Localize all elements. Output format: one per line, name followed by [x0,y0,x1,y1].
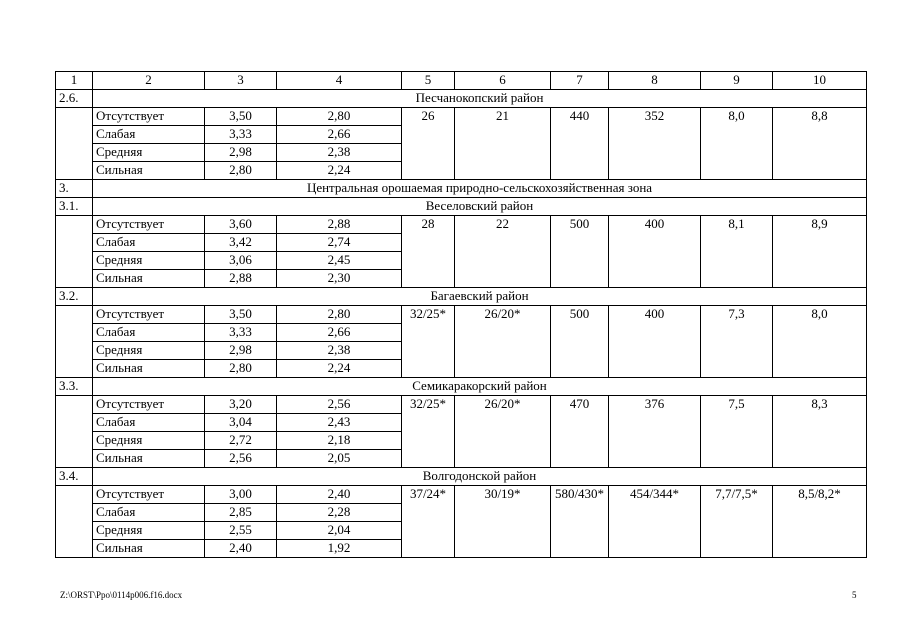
header-row [56,72,867,90]
header-cell: 4 [277,72,402,90]
value-cell-col3: 2,98 [205,144,277,162]
value-cell-col7: 440 [551,108,609,180]
empty-number-cell [56,252,93,270]
value-cell-col4: 2,80 [277,108,402,126]
degree-cell: Средняя [93,432,205,450]
value-cell-col7: 500 [551,216,609,288]
empty-number-cell [56,108,93,126]
value-cell-col3: 3,04 [205,414,277,432]
empty-number-cell [56,324,93,342]
table-row [56,108,867,126]
empty-number-cell [56,306,93,324]
district-header-row [56,198,867,216]
empty-number-cell [56,216,93,234]
district-header-row [56,90,867,108]
value-cell-col3: 3,33 [205,324,277,342]
empty-number-cell [56,486,93,504]
degree-cell: Отсутствует [93,486,205,504]
value-cell-col3: 3,33 [205,126,277,144]
value-cell-col10: 8,5/8,2* [773,486,867,558]
header-cell: 9 [701,72,773,90]
value-cell-col4: 2,38 [277,342,402,360]
value-cell-col10: 8,3 [773,396,867,468]
value-cell-col3: 2,55 [205,522,277,540]
district-title-cell: Песчанокопский район [93,90,867,108]
degree-cell: Отсутствует [93,216,205,234]
value-cell-col10: 8,0 [773,306,867,378]
value-cell-col4: 2,38 [277,144,402,162]
header-cell: 2 [93,72,205,90]
value-cell-col9: 7,7/7,5* [701,486,773,558]
empty-number-cell [56,234,93,252]
empty-number-cell [56,522,93,540]
degree-cell: Слабая [93,234,205,252]
value-cell-col3: 2,85 [205,504,277,522]
value-cell-col4: 2,66 [277,126,402,144]
empty-number-cell [56,144,93,162]
value-cell-col9: 8,1 [701,216,773,288]
degree-cell: Сильная [93,162,205,180]
district-title-cell: Волгодонской район [93,468,867,486]
degree-cell: Сильная [93,540,205,558]
section-number-cell: 3.2. [56,288,93,306]
value-cell-col6: 26/20* [455,396,551,468]
value-cell-col7: 580/430* [551,486,609,558]
degree-cell: Сильная [93,450,205,468]
value-cell-col6: 26/20* [455,306,551,378]
value-cell-col4: 2,43 [277,414,402,432]
value-cell-col8: 400 [609,306,701,378]
degree-cell: Средняя [93,522,205,540]
footer-file-path: Z:\ORST\Ppo\0114p006.f16.docx [60,590,183,600]
empty-number-cell [56,162,93,180]
data-table [55,71,867,558]
header-cell: 7 [551,72,609,90]
header-cell: 10 [773,72,867,90]
value-cell-col3: 2,88 [205,270,277,288]
degree-cell: Слабая [93,414,205,432]
value-cell-col9: 8,0 [701,108,773,180]
value-cell-col5: 37/24* [402,486,455,558]
table-row [56,216,867,234]
value-cell-col3: 2,40 [205,540,277,558]
empty-number-cell [56,342,93,360]
degree-cell: Сильная [93,270,205,288]
value-cell-col4: 2,74 [277,234,402,252]
empty-number-cell [56,504,93,522]
value-cell-col4: 2,18 [277,432,402,450]
value-cell-col7: 470 [551,396,609,468]
value-cell-col3: 3,00 [205,486,277,504]
value-cell-col3: 3,20 [205,396,277,414]
value-cell-col4: 2,28 [277,504,402,522]
value-cell-col4: 2,24 [277,162,402,180]
zone-title-cell: Центральная орошаемая природно-сельскохозяйственная зона [93,180,867,198]
value-cell-col9: 7,5 [701,396,773,468]
value-cell-col5: 32/25* [402,396,455,468]
value-cell-col3: 2,72 [205,432,277,450]
header-cell: 5 [402,72,455,90]
value-cell-col3: 3,06 [205,252,277,270]
value-cell-col8: 376 [609,396,701,468]
empty-number-cell [56,360,93,378]
district-title-cell: Багаевский район [93,288,867,306]
district-header-row [56,378,867,396]
section-number-cell: 3. [56,180,93,198]
value-cell-col4: 2,56 [277,396,402,414]
header-cell: 8 [609,72,701,90]
section-number-cell: 3.4. [56,468,93,486]
empty-number-cell [56,414,93,432]
value-cell-col6: 22 [455,216,551,288]
value-cell-col3: 2,80 [205,162,277,180]
header-cell: 6 [455,72,551,90]
value-cell-col5: 28 [402,216,455,288]
degree-cell: Средняя [93,252,205,270]
table-body [56,72,867,558]
value-cell-col4: 2,05 [277,450,402,468]
empty-number-cell [56,396,93,414]
value-cell-col3: 2,56 [205,450,277,468]
value-cell-col9: 7,3 [701,306,773,378]
section-number-cell: 3.1. [56,198,93,216]
value-cell-col3: 3,50 [205,108,277,126]
value-cell-col4: 2,30 [277,270,402,288]
table-row [56,486,867,504]
district-title-cell: Семикаракорский район [93,378,867,396]
value-cell-col4: 2,45 [277,252,402,270]
value-cell-col4: 2,80 [277,306,402,324]
value-cell-col3: 3,50 [205,306,277,324]
value-cell-col3: 3,60 [205,216,277,234]
district-header-row [56,468,867,486]
header-cell: 3 [205,72,277,90]
degree-cell: Слабая [93,126,205,144]
value-cell-col4: 2,40 [277,486,402,504]
value-cell-col4: 2,24 [277,360,402,378]
table-row [56,396,867,414]
header-cell: 1 [56,72,93,90]
value-cell-col8: 400 [609,216,701,288]
degree-cell: Слабая [93,324,205,342]
value-cell-col6: 30/19* [455,486,551,558]
value-cell-col5: 26 [402,108,455,180]
page-number: 5 [852,590,857,600]
value-cell-col3: 2,80 [205,360,277,378]
zone-header-row [56,180,867,198]
value-cell-col4: 2,88 [277,216,402,234]
section-number-cell: 3.3. [56,378,93,396]
value-cell-col4: 1,92 [277,540,402,558]
empty-number-cell [56,450,93,468]
degree-cell: Слабая [93,504,205,522]
value-cell-col8: 352 [609,108,701,180]
value-cell-col7: 500 [551,306,609,378]
district-header-row [56,288,867,306]
degree-cell: Отсутствует [93,396,205,414]
value-cell-col4: 2,04 [277,522,402,540]
value-cell-col6: 21 [455,108,551,180]
value-cell-col3: 2,98 [205,342,277,360]
degree-cell: Сильная [93,360,205,378]
degree-cell: Средняя [93,144,205,162]
value-cell-col10: 8,9 [773,216,867,288]
section-number-cell: 2.6. [56,90,93,108]
value-cell-col5: 32/25* [402,306,455,378]
district-title-cell: Веселовский район [93,198,867,216]
degree-cell: Отсутствует [93,306,205,324]
degree-cell: Средняя [93,342,205,360]
empty-number-cell [56,540,93,558]
empty-number-cell [56,270,93,288]
value-cell-col4: 2,66 [277,324,402,342]
degree-cell: Отсутствует [93,108,205,126]
value-cell-col3: 3,42 [205,234,277,252]
value-cell-col8: 454/344* [609,486,701,558]
table-row [56,306,867,324]
empty-number-cell [56,126,93,144]
empty-number-cell [56,432,93,450]
value-cell-col10: 8,8 [773,108,867,180]
